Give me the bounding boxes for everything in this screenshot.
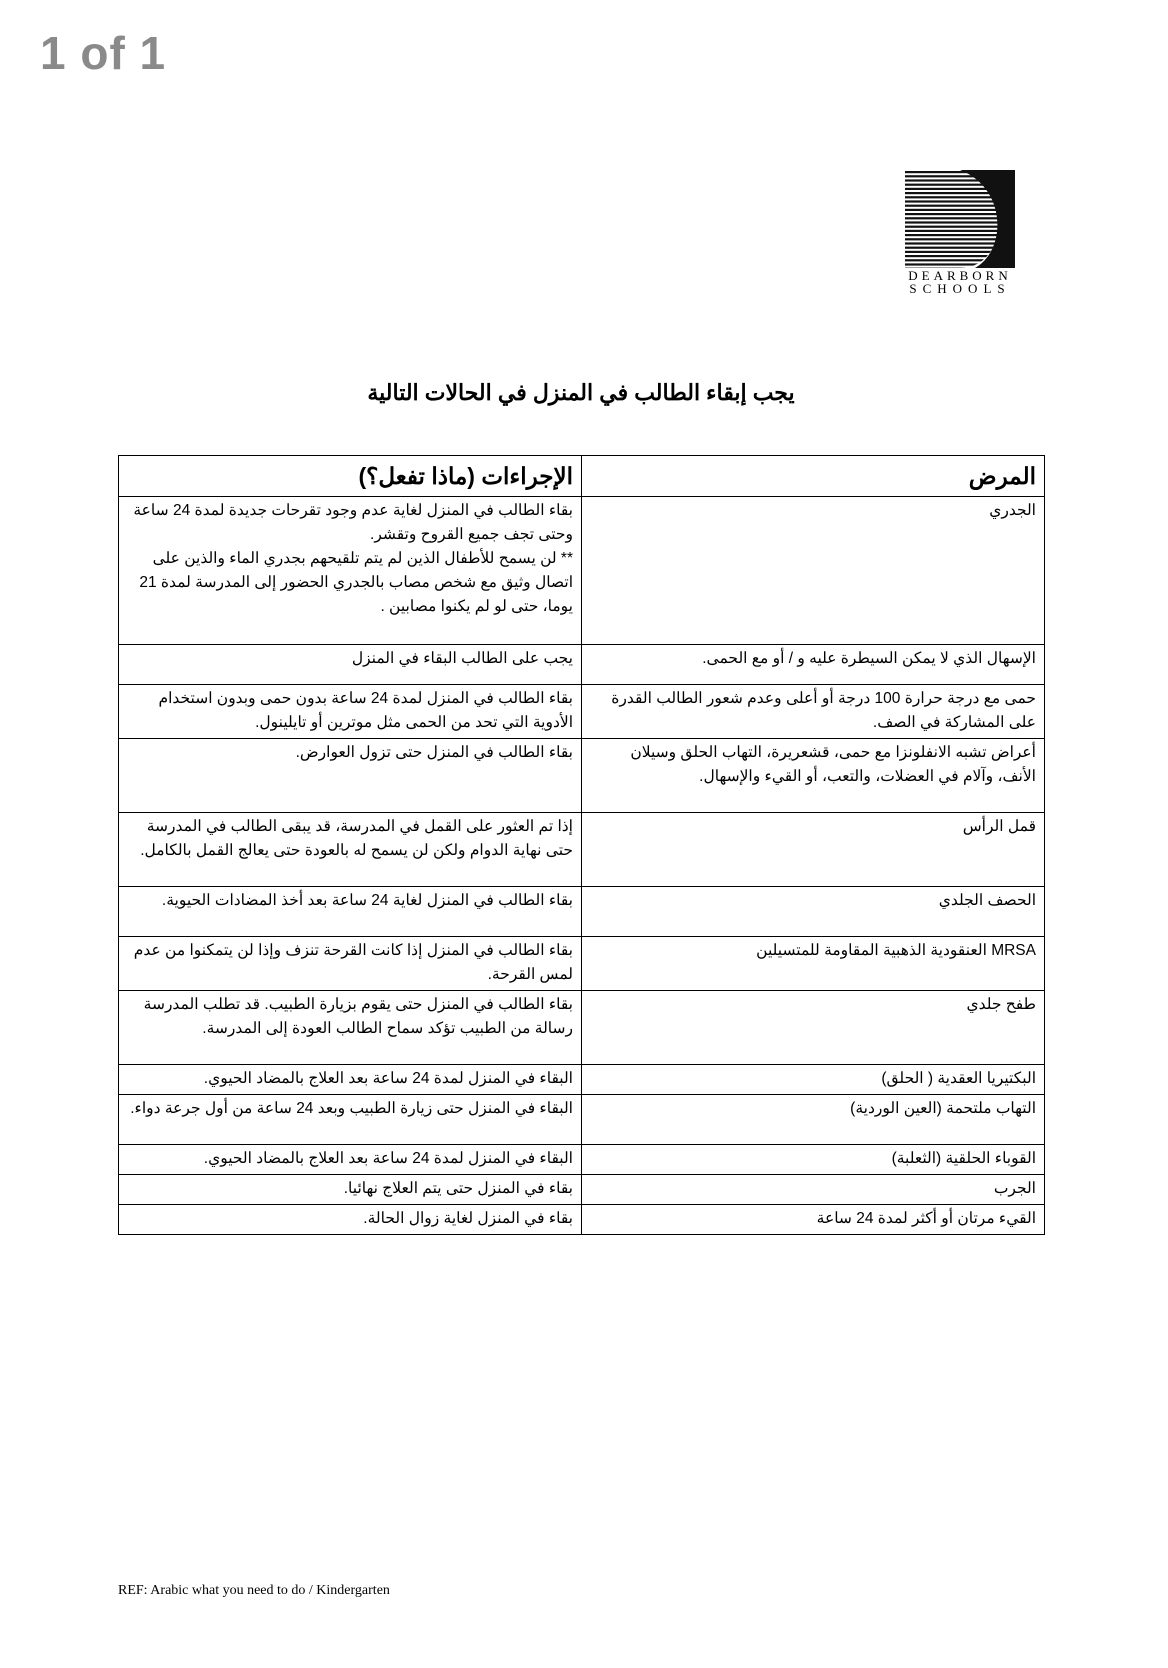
action-cell: بقاء الطالب في المنزل لغاية عدم وجود تقرحات جديدة لمدة 24 ساعة وحتى تجف جميع القروح وتقشر. ** لن يسمح للأطفال الذين لم يتم تلقيحهم بجدري الماء والذين على اتصال وثيق مع شخص مصاب بالجدري الحضور إلى المدرسة لمدة 21 يوما، حتى لو لم يكنوا مصابين . [119, 497, 582, 645]
action-cell: بقاء الطالب في المنزل لمدة 24 ساعة بدون حمى وبدون استخدام الأدوية التي تحد من الحمى مثل موترين أو تايلينول. [119, 685, 582, 739]
condition-cell: MRSA العنقودية الذهبية المقاومة للمتسيلين [582, 937, 1045, 991]
action-cell: البقاء في المنزل لمدة 24 ساعة بعد العلاج بالمضاد الحيوي. [119, 1065, 582, 1095]
condition-cell: حمى مع درجة حرارة 100 درجة أو أعلى وعدم شعور الطالب القدرة على المشاركة في الصف. [582, 685, 1045, 739]
logo-mark-icon [905, 170, 1015, 268]
action-cell: بقاء الطالب في المنزل لغاية 24 ساعة بعد أخذ المضادات الحيوية. [119, 887, 582, 937]
dearborn-schools-logo [905, 170, 1015, 300]
table-row [119, 739, 1045, 813]
condition-cell: التهاب ملتحمة (العين الوردية) [582, 1095, 1045, 1145]
condition-cell: طفح جلدي [582, 991, 1045, 1065]
condition-cell: البكتيريا العقدية ( الحلق) [582, 1065, 1045, 1095]
table-row [119, 1175, 1045, 1205]
action-cell: يجب على الطالب البقاء في المنزل [119, 645, 582, 685]
table-row [119, 1095, 1045, 1145]
action-cell: بقاء الطالب في المنزل حتى تزول العوارض. [119, 739, 582, 813]
table-row [119, 991, 1045, 1065]
action-cell: إذا تم العثور على القمل في المدرسة، قد يبقى الطالب في المدرسة حتى نهاية الدوام ولكن لن يسمح له بالعودة حتى يعالج القمل بالكامل. [119, 813, 582, 887]
action-cell: بقاء في المنزل لغاية زوال الحالة. [119, 1205, 582, 1235]
logo-line-1: DEARBORN [908, 268, 1012, 283]
table-row [119, 1065, 1045, 1095]
logo-line-2: SCHOOLS [909, 281, 1011, 296]
action-cell: بقاء في المنزل حتى يتم العلاج نهائيا. [119, 1175, 582, 1205]
action-cell: بقاء الطالب في المنزل إذا كانت القرحة تنزف وإذا لن يتمكنوا من عدم لمس القرحة. [119, 937, 582, 991]
table-row [119, 1145, 1045, 1175]
illness-table [118, 455, 1045, 1235]
condition-cell: الحصف الجلدي [582, 887, 1045, 937]
table-row [119, 937, 1045, 991]
table-row [119, 497, 1045, 645]
action-cell: بقاء الطالب في المنزل حتى يقوم بزيارة الطبيب. قد تطلب المدرسة رسالة من الطبيب تؤكد سماح الطالب العودة إلى المدرسة. [119, 991, 582, 1065]
condition-cell: الإسهال الذي لا يمكن السيطرة عليه و / أو مع الحمى. [582, 645, 1045, 685]
table-header-row [119, 456, 1045, 497]
header-action: الإجراءات (ماذا تفعل؟) [119, 456, 582, 497]
table-row [119, 813, 1045, 887]
action-cell: البقاء في المنزل حتى زيارة الطبيب وبعد 24 ساعة من أول جرعة دواء. [119, 1095, 582, 1145]
condition-cell: قمل الرأس [582, 813, 1045, 887]
document-title: يجب إبقاء الطالب في المنزل في الحالات التالية [367, 380, 795, 405]
table-row [119, 1205, 1045, 1235]
condition-cell: أعراض تشبه الانفلونزا مع حمى، قشعريرة، التهاب الحلق وسيلان الأنف، وآلام في العضلات، والتعب، أو القيء والإسهال. [582, 739, 1045, 813]
page-counter: 1 of 1 [40, 27, 167, 79]
table-row [119, 685, 1045, 739]
header-condition: المرض [582, 456, 1045, 497]
action-cell: البقاء في المنزل لمدة 24 ساعة بعد العلاج بالمضاد الحيوي. [119, 1145, 582, 1175]
table-row [119, 645, 1045, 685]
table-row [119, 887, 1045, 937]
condition-cell: الجدري [582, 497, 1045, 645]
condition-cell: القوباء الحلقية (الثعلبة) [582, 1145, 1045, 1175]
condition-cell: القيء مرتان أو أكثر لمدة 24 ساعة [582, 1205, 1045, 1235]
footer-reference: REF: Arabic what you need to do / Kindergarten [118, 1583, 390, 1598]
condition-cell: الجرب [582, 1175, 1045, 1205]
